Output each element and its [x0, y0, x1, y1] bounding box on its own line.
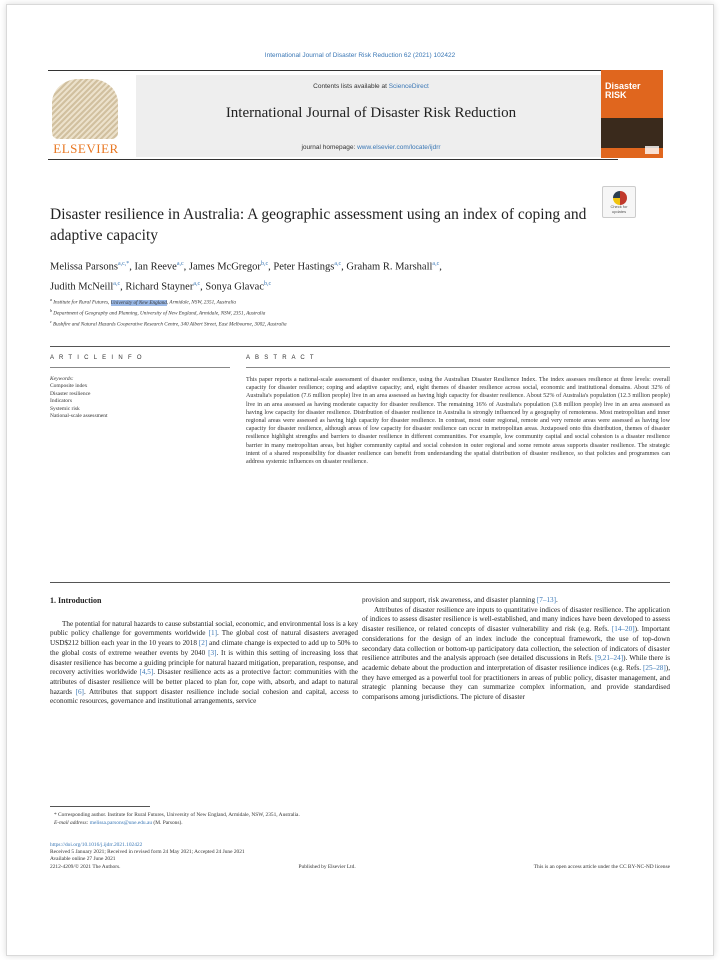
elsevier-tree-icon [52, 79, 118, 139]
homepage-link[interactable]: www.elsevier.com/locate/ijdrr [357, 144, 441, 151]
corresponding-author-note: * Corresponding author. Institute for Rural Futures, University of New England, Armidale, NSW, 2351, Australia. [54, 812, 300, 818]
footnotes [54, 812, 614, 827]
keyword: Disaster resilience [50, 390, 91, 397]
keywords-heading: Keywords: [50, 376, 74, 382]
section-heading: 1. Introduction [50, 596, 102, 605]
citation-link[interactable]: [4,5] [139, 668, 154, 677]
license-part: Published by Elsevier Ltd. [298, 863, 356, 870]
abstract-divider [50, 582, 670, 583]
sciencedirect-link[interactable]: ScienceDirect [388, 83, 429, 90]
affiliation: $^b$ Department of Geography and Planning, University of New England, Armidale, NSW, 2351, Australia [50, 308, 266, 317]
license-part: This is an open access article under the CC BY-NC-ND license [533, 863, 670, 870]
author-affiliation-mark[interactable]: b,c [264, 280, 272, 287]
elsevier-logo [48, 75, 124, 159]
affiliation: $^c$ Bushfire and Natural Hazards Cooperative Research Centre, 340 Albert Street, East Melbourne, 3002, Australia [50, 319, 287, 329]
masthead-center [136, 75, 606, 157]
check-for-updates-button[interactable] [602, 186, 636, 218]
abstract-text: This paper reports a national-scale assessment of disaster resilience, using the Australian Disaster Resilience Index. The index assesses resilience at three levels: overall capacity for disaster resilience; coping and adaptive capacity; and, eight themes of disaster resilience across social, economic and institutional domains. About 32% of Australia's population (7.6 million people) live in an area assessed as having high capacity for disaster resilience. About 52% of Australia's population (12.3 million people) live in an area assessed as having moderate capacity for disaster resilience. The remaining 16% of Australia's population (3.8 million people) live in an area assessed as having low capacity for disaster resilience. Distribution of disaster resilience in Australia is strongly influenced by a geography of remoteness. Most metropolitan and inner regional areas were assessed as having high capacity for disaster resilience. In contrast, most outer regional, remote and very remote areas were assessed as having low capacity for disaster resilience, although areas of low capacity for disaster resilience can occur in metropolitan areas. Juxtaposed onto this distribution, themes of disaster resilience highlight strengths and barriers to disaster resilience in different communities. For example, low community capital and social cohesion is a disaster resilience barrier in many metropolitan areas, but higher community capital and social cohesion in outer regional and some remote areas supports disaster resilience. The strategic intent of a shared responsibility for disaster resilience can benefit from understanding the spatial distribution of disaster resilience, so that policies and programmes can address systemic influences on disaster resilience. [246, 377, 670, 466]
author-name[interactable]: Richard Stayner [125, 281, 194, 292]
right-paragraphs [362, 606, 670, 703]
author-name[interactable]: Melissa Parsons [50, 261, 118, 273]
received-dates: Received 5 January 2021; Received in revised form 24 May 2021; Accepted 24 June 2021 [50, 849, 245, 856]
cover-badge [645, 146, 659, 154]
author-name[interactable]: Sonya Glavac [205, 281, 264, 292]
author-affiliation-mark[interactable]: a,c [432, 261, 440, 267]
article-title: Disaster resilience in Australia: A geographic assessment using an index of coping and adaptive capacity [50, 206, 587, 244]
available-online: Available online 27 June 2021 [50, 856, 116, 863]
citation-link[interactable]: [9,21–24] [594, 654, 624, 663]
citation-link[interactable]: [25–28] [643, 663, 666, 672]
publication-info [50, 842, 670, 871]
email-line [54, 820, 614, 828]
author-name[interactable]: James McGregor [188, 261, 261, 273]
right-lead-text: provision and support, risk awareness, and disaster planning [7–13]. [362, 596, 558, 604]
keyword: National-scale assessment [50, 413, 108, 419]
journal-cover-thumbnail[interactable] [601, 70, 663, 158]
author-affiliation-mark[interactable]: b,c [260, 261, 269, 267]
author-name[interactable]: Judith McNeill [50, 281, 114, 292]
body-column-left [50, 596, 358, 707]
crossmark-label: Check for updates [610, 204, 628, 214]
publisher-logo-text: ELSEVIER [53, 141, 119, 156]
author-affiliation-mark[interactable]: a,c [193, 280, 201, 287]
keyword: Composite index [50, 383, 88, 389]
email-link[interactable]: melissa.parsons@une.edu.au [89, 819, 153, 826]
author-affiliation-mark[interactable]: a,c,* [117, 261, 130, 267]
author-affiliation-mark[interactable]: a,c [176, 261, 184, 267]
running-head[interactable]: International Journal of Disaster Risk Reduction 62 (2021) 102422 [264, 52, 456, 59]
body-paragraph: The potential for natural hazards to cause substantial social, economic, and environmental loss is a key public policy challenge for governments worldwide [1]. The global cost of natural disasters averaged USD$212 billion each year in the 10 years to 2018 [2] and climate change is expected to add up to 50% to the global costs of extreme weather events by 2040 [3]. It is within this setting of increasing loss that disaster resilience has become a guiding principle for natural hazard mitigation, preparation, response, and recovery activities worldwide [4,5]. Disaster resilience acts as a protective factor: communities with the attributes of disaster resilience will be better placed to plan for, cope with, absorb, and adapt to natural hazards [6]. Attributes that support disaster resilience include social cohesion and capital, access to economic resources, governance and institutional arrangements, service [50, 619, 359, 706]
article-info [50, 355, 230, 421]
body-paragraph: Attributes of disaster resilience are inputs to quantitative indices of disaster resilience. The application of indices to assess disaster resilience is well-established, and many indices have been developed to assess disaster resilience, or related concepts of disaster vulnerability and risk (e.g. Refs. [14–20]). Important considerations for the design of an index include the conceptual framework, the use of top-down secondary data collection or bottom-up participatory data collection, the selection of indicators of disaster resilience attributes and the analysis approach (see detailed discussions in Refs. [9,21–24]). While there is academic debate about the production and interpretation of disaster resilience indices (e.g. Refs. [25–28]), they have emerged as a powerful tool for practitioners in areas of public policy, disaster management, and strategic planning because they can summarize complex information, and provide standardised comparisons among jurisdictions. The picture of disaster [362, 605, 670, 702]
header-divider [50, 346, 670, 347]
body-column-right [362, 596, 670, 703]
citation-link[interactable]: [14–20] [611, 625, 635, 634]
citation-link[interactable]: [7–13] [536, 596, 557, 604]
abstract [246, 355, 670, 466]
author-name[interactable]: Ian Reeve [134, 261, 177, 273]
citation-link[interactable]: [1] [208, 629, 217, 638]
cover-title: Disaster RISK [605, 81, 641, 100]
homepage-prefix: journal homepage: [301, 144, 356, 151]
author-affiliation-mark[interactable]: a,c [113, 280, 121, 287]
email-suffix: (M. Parsons). [152, 819, 183, 826]
journal-homepage [136, 144, 606, 151]
affiliation: $^a$ Institute for Rural Futures, University of New England, Armidale, NSW, 2351, Australia [50, 297, 236, 306]
keyword: Indicators [50, 398, 72, 404]
doi-link[interactable]: https://doi.org/10.1016/j.ijdrr.2021.102422 [50, 842, 143, 848]
contents-prefix: Contents lists available at [313, 83, 387, 90]
citation-link[interactable]: [6] [75, 687, 84, 696]
license-line [50, 864, 670, 871]
author-name[interactable]: Peter Hastings [273, 261, 335, 273]
journal-title: International Journal of Disaster Risk Reduction [225, 105, 517, 121]
crossmark-icon [613, 191, 627, 205]
email-label: E-mail address: [54, 819, 89, 826]
keyword: Systemic risk [50, 405, 80, 412]
article-info-label: A R T I C L E I N F O [50, 355, 230, 368]
author-list: Melissa Parsons$^{a,c,*}$, Ian Reeve$^{a,c}$, James McGregor$^{b,c}$, Peter Hastings$^{a,c}$, Graham R. Marshall$^{a,c}$, Judith McNeill$^{a,c}$, Richard Stayner$^{a,c}$, Sonya Glavac$^{b,c}$ [50, 261, 442, 292]
footnote-divider [50, 806, 150, 807]
affiliations [50, 296, 610, 330]
journal-masthead [48, 70, 618, 160]
citation-link[interactable]: [3] [208, 648, 217, 657]
author-affiliation-mark[interactable]: a,c [334, 261, 342, 267]
citation-link[interactable]: [2] [198, 639, 208, 648]
license-part: 2212-4209/© 2021 The Authors. [50, 863, 121, 870]
cover-image [601, 118, 663, 148]
abstract-label: A B S T R A C T [246, 355, 670, 368]
author-name[interactable]: Graham R. Marshall [346, 261, 433, 273]
left-paragraphs [50, 620, 358, 707]
highlighted-text: University of New England [110, 299, 167, 306]
contents-available [136, 83, 606, 90]
